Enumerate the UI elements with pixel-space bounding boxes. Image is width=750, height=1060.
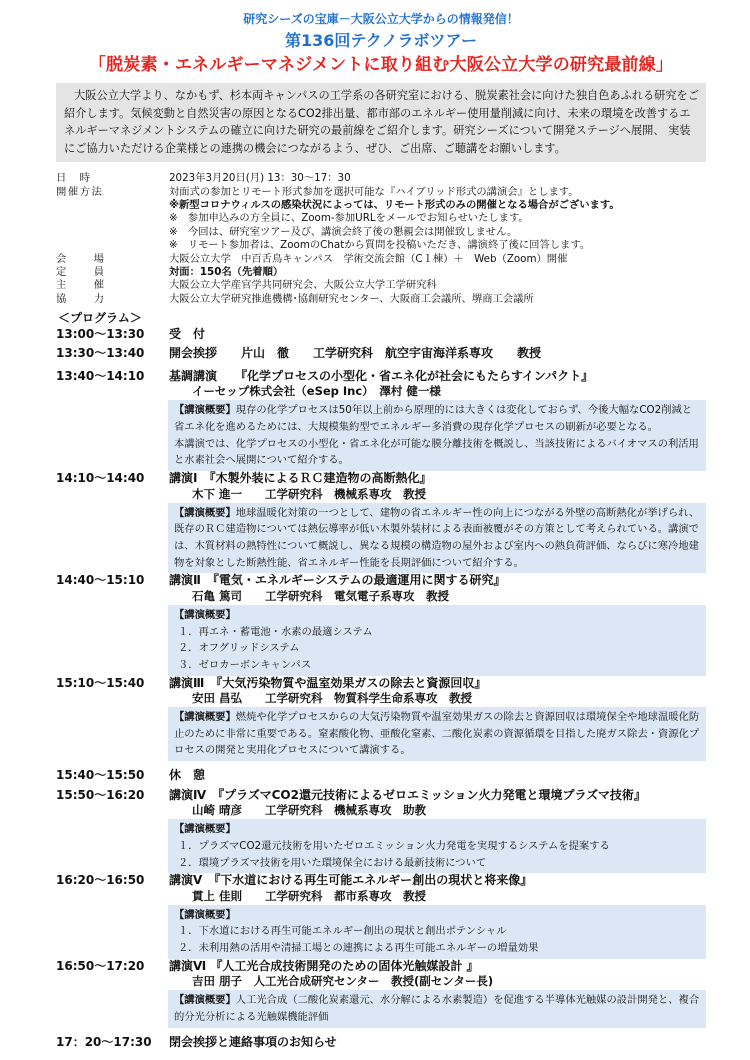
event-subtitle: 第136回テクノラボツアー: [285, 30, 477, 50]
date-value: 2023年3月20日(月) 13：30～17：30: [169, 172, 351, 185]
abstract-label: 【講演概要】: [174, 823, 236, 836]
speaker: 石亀 篤司 工学研究科 電気電子系専攻 教授: [192, 588, 450, 603]
slot-title: 基調講演 『化学プロセスの小型化・省エネ化が社会にもたらすインパクト』: [169, 368, 594, 383]
capacity-value: 対面：150名（先着順）: [169, 265, 284, 278]
abstract-list: [174, 838, 702, 871]
event-title: 「脱炭素・エネルギーマネジメントに取り組む大阪公立大学の研究最前線」: [88, 55, 674, 76]
slot-talk-6: [56, 959, 706, 975]
abstract-label: 【講演概要】: [174, 711, 236, 724]
coop-row: [56, 293, 706, 306]
host-row: [56, 279, 706, 292]
capacity-label-2: 員: [93, 265, 104, 278]
abstract-talk-5: [168, 905, 706, 959]
note-remote-questions: ※ リモート参加者は、ZoomのChatから質問を投稿いただき、講演終了後に回答します。: [169, 239, 591, 252]
slot-title: 講演Ⅳ 『プラズマCO2還元技術によるゼロエミッション火力発電と環境プラズマ技術』: [169, 787, 646, 802]
speaker: 山崎 晴彦 工学研究科 機械系専攻 助教: [192, 803, 427, 818]
slot-talk-5: [56, 873, 706, 889]
method-value: 対面式の参加とリモート形式参加を選択可能な『ハイブリッド形式の講演会』とします。: [169, 185, 579, 198]
abstract-label: 【講演概要】: [174, 994, 236, 1007]
abstract-list: [174, 624, 702, 674]
program-heading: ＜プログラム＞: [58, 311, 142, 326]
covid-note: ※新型コロナウィルスの感染状況によっては、リモート形式のみの開催となる場合がございます。: [169, 199, 620, 212]
slot-title: 開会挨拶 片山 徹 工学研究科 航空宇宙海洋系専攻 教授: [169, 346, 542, 361]
speaker: 貫上 佳則 工学研究科 都市系専攻 教授: [192, 888, 427, 903]
slot-talk-4: [56, 788, 706, 804]
coop-label: [56, 293, 104, 306]
slot-title: 閉会挨拶と連絡事項のお知らせ: [169, 1034, 337, 1049]
venue-value: 大阪公立大学 中百舌鳥キャンパス 学術交流会館（C１棟）＋ Web（Zoom）開催: [169, 252, 568, 265]
slot-reception: [56, 327, 706, 343]
abstract-label: 【講演概要】: [174, 404, 236, 417]
abstract-text: 地球温暖化対策の一つとして、建物の省エネルギー性の向上につながる外壁の高断熱化が挙げられ、既存のＲＣ建造物については熱伝導率が低い木製外装材による表面被覆がその方策として考えられている。講演では、木質材料の熱特性について概説し、異なる規模の構造物の屋外および室内への熱負荷評価、ならびに寒冷地建物を対象とした断熱性能、省エネルギー性能を長期評価について紹介する。: [174, 506, 700, 569]
method-row: [56, 186, 706, 199]
note-no-tour: ※ 今回は、研究室ツアー及び、講演会終了後の懇親会は開催致しません。: [169, 225, 518, 238]
host-label-1: 主: [56, 279, 67, 292]
abstract-list: [174, 923, 702, 956]
slot-title: 受 付: [169, 326, 206, 341]
abstract-label: 【講演概要】: [174, 506, 236, 519]
abstract-text: 人工光合成（二酸化炭素還元、水分解による水素製造）を促進する半導体光触媒の設計開発と、複合的分光分析による光触媒機能評価: [174, 994, 700, 1023]
list-item: ２．オフグリッドシステム: [178, 642, 300, 655]
slot-time: 13:40～14:10: [56, 368, 145, 383]
method-label: 開催方法: [56, 185, 104, 198]
slot-title: 講演Ⅱ 『電気・エネルギーシステムの最適運用に関する研究』: [169, 573, 506, 588]
slot-time: 15:10～15:40: [56, 675, 145, 690]
slot-time: 13:30～13:40: [56, 346, 145, 361]
abstract-text-2: 本講演では、化学プロセスの小型化・省エネ化が可能な膜分離技術を概説し、当該技術によるバイオマスの利活用と水素社会へ展開について紹介する。: [174, 437, 699, 467]
slot-keynote: [56, 369, 706, 385]
capacity-label: [56, 266, 104, 279]
slot-time: 15:40～15:50: [56, 768, 145, 783]
abstract-label: 【講演概要】: [174, 908, 236, 921]
slot-time: 15:50～16:20: [56, 787, 145, 802]
slot-title: 講演Ⅰ 『木製外装によるＲＣ建造物の高断熱化』: [169, 471, 432, 486]
venue-label: [56, 253, 104, 266]
date-label: 日 時: [56, 172, 92, 185]
coop-label-2: 力: [93, 292, 104, 305]
tagline: 研究シーズの宝庫－大阪公立大学からの情報発信！: [243, 12, 519, 26]
list-item: １．プラズマCO2還元技術を用いたゼロエミッション火力発電を実現するシステムを提案する: [178, 839, 610, 852]
host-label: [56, 279, 104, 292]
speaker: イーセップ株式会社（eSep Inc） 澤村 健一様: [192, 384, 441, 399]
abstract-text: 燃焼や化学プロセスからの大気汚染物質や温室効果ガスの除去と資源回収は環境保全や地球温暖化防止のために非常に重要である。窒素酸化物、亜酸化窒素、二酸化炭素の資源循環を目指した廃ガス除去・資源化プロセスの開発と実用化プロセスについて講演する。: [174, 711, 700, 757]
abstract-talk-4: [168, 819, 706, 873]
abstract-talk-3: [168, 707, 706, 761]
abstract-text: 現存の化学プロセスは50年以上前から原理的には大きくは変化しておらず、今後大幅なCO2削減と省エネ化を進めるためには、大規模集約型でエネルギー多消費の現存化学プロセスの刷新が必要となる。: [174, 404, 693, 434]
intro-paragraph: 大阪公立大学より、なかもず、杉本両キャンパスの工学系の各研究室における、脱炭素社会に向けた独自色あふれる研究をご紹介します。気候変動と自然災害の原因となるCO2排出量、都市部のエネルギー使用量削減に向け、未来の環境を改善するエネルギーマネジメントシステムの確立に向けた研究の最前線をご紹介します。研究シーズについて開発ステージへ展開、 実装にご協力いただける企業様との連携の機会につながるよう、ぜひ、ご出席、ご聴講をお願いします。: [56, 83, 706, 162]
host-label-2: 催: [93, 279, 104, 292]
venue-row: [56, 253, 706, 266]
date-row: [56, 172, 706, 185]
speaker: 吉田 朋子 人工光合成研究センター 教授(副センター長): [192, 974, 494, 989]
host-value: 大阪公立大学産官学共同研究会、大阪公立大学工学研究科: [169, 279, 437, 292]
coop-label-1: 協: [56, 292, 67, 305]
slot-break: [56, 768, 706, 784]
abstract-keynote: [168, 400, 706, 471]
slot-title: 講演Ⅴ 『下水道における再生可能エネルギー創出の現状と将来像』: [169, 873, 533, 888]
slot-talk-3: [56, 676, 706, 692]
abstract-talk-2: [168, 605, 706, 676]
slot-time: 14:40～15:10: [56, 573, 145, 588]
abstract-label: 【講演概要】: [174, 608, 236, 621]
slot-closing: [56, 1035, 706, 1051]
capacity-row: [56, 266, 706, 279]
capacity-label-1: 定: [56, 265, 67, 278]
note-zoom-url: ※ 参加申込みの方全員に、Zoom-参加URLをメールでお知らせいたします。: [169, 212, 529, 225]
slot-talk-2: [56, 573, 706, 589]
slot-time: 13:00～13:30: [56, 326, 145, 341]
list-item: ２．未利用熱の活用や清掃工場との連携による再生可能エネルギーの増量効果: [178, 942, 539, 955]
slot-time: 17：20～17:30: [56, 1034, 152, 1049]
slot-time: 16:20～16:50: [56, 873, 145, 888]
list-item: １．再エネ・蓄電池・水素の最適システム: [178, 625, 373, 638]
list-item: １．下水道における再生可能エネルギー創出の現状と創出ポテンシャル: [178, 925, 507, 938]
slot-title: 講演Ⅲ 『大気汚染物質や温室効果ガスの除去と資源回収』: [169, 675, 487, 690]
event-info: [56, 172, 706, 306]
venue-label-1: 会: [56, 252, 67, 265]
list-item: ３．ゼロカーボンキャンパス: [178, 658, 312, 671]
slot-title: 休 憩: [169, 768, 206, 783]
list-item: ２．環境プラズマ技術を用いた環境保全における最新技術について: [178, 856, 487, 869]
coop-value: 大阪公立大学研究推進機構･協創研究センター、大阪商工会議所、堺商工会議所: [169, 292, 534, 305]
venue-label-2: 場: [93, 252, 104, 265]
speaker: 木下 進一 工学研究科 機械系専攻 教授: [192, 486, 427, 501]
slot-title: 講演Ⅵ 『人工光合成技術開発のための固体光触媒設計 』: [169, 958, 479, 973]
slot-talk-1: [56, 471, 706, 487]
slot-opening: [56, 346, 706, 362]
slot-time: 16:50～17:20: [56, 958, 145, 973]
slot-time: 14:10～14:40: [56, 471, 145, 486]
abstract-talk-1: [168, 503, 706, 574]
speaker: 安田 昌弘 工学研究科 物質科学生命系専攻 教授: [192, 691, 473, 706]
abstract-talk-6: [168, 990, 706, 1027]
